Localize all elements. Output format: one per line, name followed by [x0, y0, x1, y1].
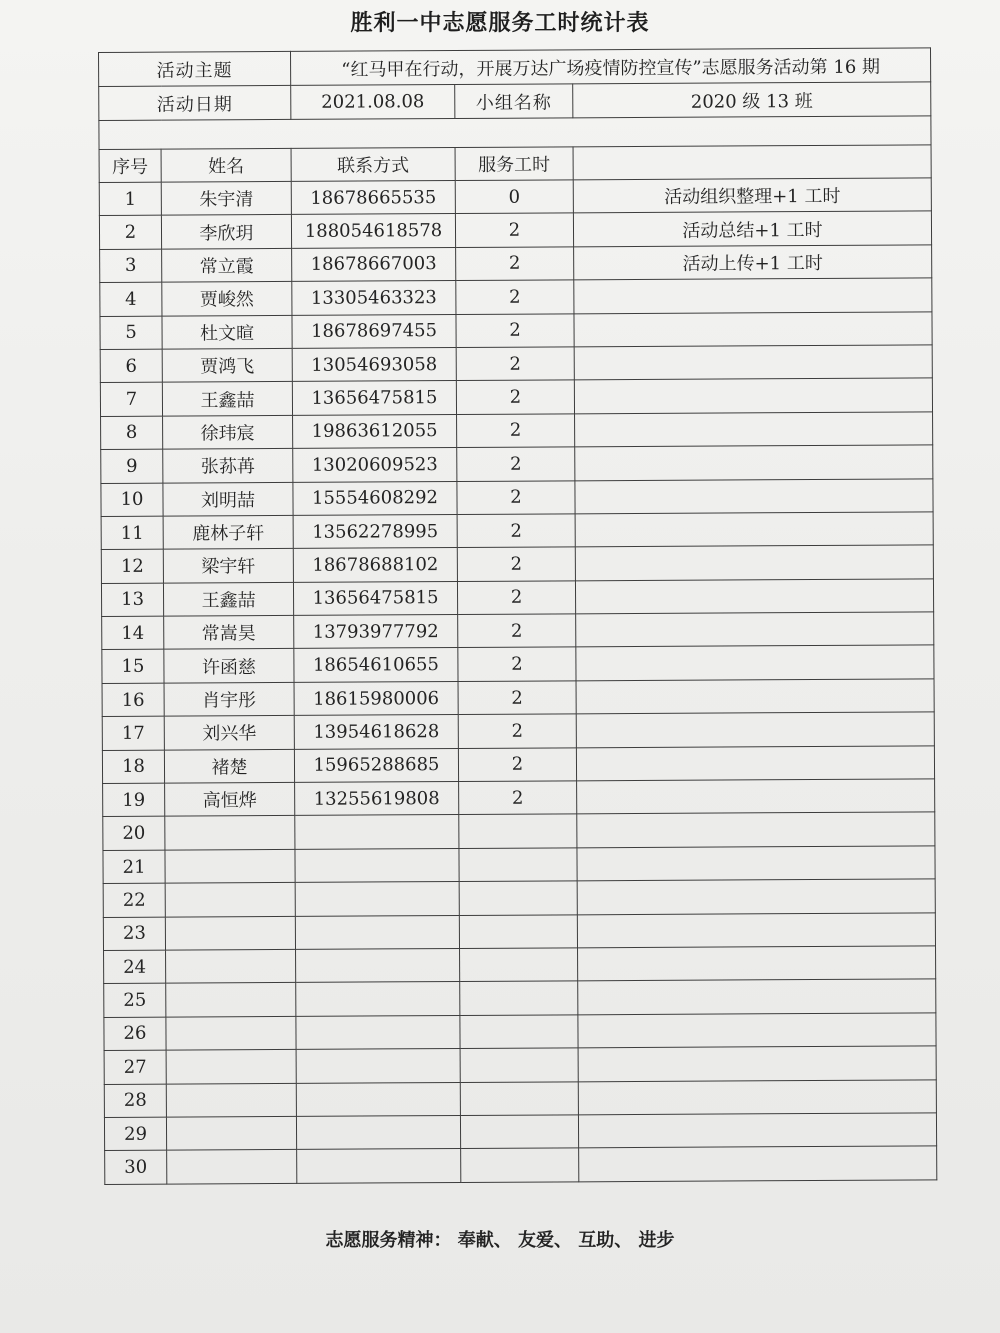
volunteer-name: 徐玮宸	[163, 415, 293, 449]
row-number: 4	[100, 282, 162, 316]
table-row	[104, 1013, 936, 1051]
contact-phone	[296, 948, 460, 982]
remark	[575, 545, 933, 580]
group-value: 2020 级 13 班	[573, 82, 931, 118]
row-number: 18	[102, 750, 164, 784]
service-hours: 2	[457, 414, 575, 448]
remark	[574, 345, 932, 380]
date-value: 2021.08.08	[291, 85, 455, 120]
row-number: 14	[102, 616, 164, 650]
contact-phone: 15554608292	[293, 481, 457, 515]
volunteer-name: 张荪苒	[163, 449, 293, 483]
service-motto: 志愿服务精神： 奉献、 友爱、 互助、 进步	[325, 1230, 675, 1251]
row-number: 20	[103, 817, 165, 851]
col-header-hours: 服务工时	[455, 147, 573, 181]
date-label: 活动日期	[99, 85, 291, 120]
table-row	[103, 912, 935, 950]
table-row	[103, 812, 935, 850]
contact-phone: 18678665535	[291, 181, 455, 215]
contact-phone	[295, 815, 459, 849]
service-hours	[459, 881, 577, 915]
row-number: 19	[103, 783, 165, 817]
table-row	[100, 345, 932, 383]
contact-phone: 13054693058	[292, 347, 456, 381]
volunteer-name	[165, 849, 295, 883]
remark	[577, 812, 935, 847]
volunteer-name: 李欣玥	[161, 215, 291, 249]
volunteer-name: 常立霞	[162, 248, 292, 282]
table-row	[102, 645, 934, 683]
table-row	[103, 846, 935, 884]
volunteer-name: 杜文暄	[162, 315, 292, 349]
row-number: 6	[100, 349, 162, 383]
contact-phone: 13305463323	[292, 281, 456, 315]
row-number: 2	[99, 216, 161, 250]
remark	[577, 912, 935, 947]
volunteer-name: 梁宇轩	[163, 549, 293, 583]
volunteer-name: 高恒烨	[165, 782, 295, 816]
table-row	[102, 745, 934, 783]
table-row	[103, 779, 935, 817]
remark	[577, 846, 935, 881]
row-number: 9	[101, 449, 163, 483]
table-row	[104, 946, 936, 984]
service-hours: 2	[457, 514, 575, 548]
service-hours: 2	[458, 681, 576, 715]
remark	[575, 579, 933, 614]
table-row	[99, 211, 931, 249]
service-hours: 2	[457, 480, 575, 514]
theme-row	[99, 48, 931, 87]
contact-phone: 13656475815	[293, 581, 457, 615]
service-hours	[459, 848, 577, 882]
service-hours: 2	[458, 714, 576, 748]
contact-phone	[296, 982, 460, 1016]
col-header-note	[573, 145, 931, 180]
contact-phone	[295, 882, 459, 916]
stats-form	[98, 47, 936, 1184]
col-header-phone: 联系方式	[291, 148, 455, 182]
service-hours: 2	[456, 313, 574, 347]
table-row	[101, 579, 933, 617]
table-row	[100, 378, 932, 416]
volunteer-name: 王鑫喆	[162, 382, 292, 416]
row-number: 17	[102, 716, 164, 750]
table-row	[100, 245, 932, 283]
row-number: 23	[103, 917, 165, 951]
remark: 活动上传+1 工时	[574, 245, 932, 280]
service-hours	[461, 1148, 579, 1182]
row-number: 15	[102, 650, 164, 684]
remark	[575, 478, 933, 513]
volunteer-name	[166, 949, 296, 983]
spacer-row	[99, 116, 931, 150]
service-hours: 2	[456, 380, 574, 414]
row-number: 11	[101, 516, 163, 550]
table-row	[102, 712, 934, 750]
column-header-row	[99, 145, 931, 183]
remark	[575, 512, 933, 547]
remark	[576, 712, 934, 747]
service-hours: 2	[458, 647, 576, 681]
table-row	[99, 178, 931, 216]
service-hours: 0	[455, 180, 573, 214]
remark	[577, 779, 935, 814]
group-label: 小组名称	[455, 84, 573, 119]
volunteer-name	[166, 1083, 296, 1117]
service-hours	[460, 981, 578, 1015]
row-number: 7	[100, 382, 162, 416]
contact-phone	[296, 1082, 460, 1116]
volunteer-name	[165, 816, 295, 850]
volunteer-name: 王鑫喆	[163, 582, 293, 616]
service-hours	[459, 914, 577, 948]
remark	[578, 946, 936, 981]
service-hours: 2	[458, 614, 576, 648]
volunteer-name	[165, 916, 295, 950]
remark	[575, 445, 933, 480]
volunteer-name	[166, 1116, 296, 1150]
table-row	[104, 1046, 936, 1084]
remark	[574, 311, 932, 346]
row-number: 8	[101, 416, 163, 450]
remark	[579, 1146, 937, 1181]
contact-phone	[296, 1115, 460, 1149]
service-hours: 2	[456, 280, 574, 314]
contact-phone: 18654610655	[294, 648, 458, 682]
contact-phone: 13020609523	[293, 448, 457, 482]
service-hours	[460, 1081, 578, 1115]
row-number: 26	[104, 1017, 166, 1051]
table-row	[101, 445, 933, 483]
volunteer-name: 朱宇清	[161, 181, 291, 215]
row-number: 28	[104, 1084, 166, 1118]
service-hours	[460, 1048, 578, 1082]
theme-label: 活动主题	[99, 51, 291, 86]
remark	[576, 645, 934, 680]
volunteer-name: 肖宇彤	[164, 682, 294, 716]
document-title: 胜利一中志愿服务工时统计表	[350, 11, 650, 36]
row-number: 27	[104, 1050, 166, 1084]
remark	[574, 278, 932, 313]
row-number: 1	[99, 182, 161, 216]
contact-phone: 18615980006	[294, 681, 458, 715]
table-row	[104, 1113, 936, 1151]
volunteer-name: 刘明喆	[163, 482, 293, 516]
contact-phone: 13562278995	[293, 514, 457, 548]
contact-phone: 13656475815	[292, 381, 456, 415]
service-hours	[459, 814, 577, 848]
contact-phone	[295, 915, 459, 949]
volunteer-name: 常嵩昊	[164, 615, 294, 649]
row-number: 5	[100, 316, 162, 350]
col-header-no: 序号	[99, 149, 161, 182]
service-hours: 2	[457, 447, 575, 481]
contact-phone: 18678688102	[293, 548, 457, 582]
remark	[578, 1046, 936, 1081]
table-row	[100, 278, 932, 316]
col-header-name: 姓名	[161, 148, 291, 182]
contact-phone: 13793977792	[294, 615, 458, 649]
hours-table	[98, 47, 937, 1184]
contact-phone	[296, 1049, 460, 1083]
contact-phone: 19863612055	[293, 414, 457, 448]
remark	[578, 1079, 936, 1114]
row-number: 13	[101, 583, 163, 617]
service-hours: 2	[456, 247, 574, 281]
remark	[574, 378, 932, 413]
volunteer-name	[166, 1016, 296, 1050]
table-row	[101, 478, 933, 516]
remark	[578, 979, 936, 1014]
row-number: 10	[101, 483, 163, 517]
remark	[575, 412, 933, 447]
row-number: 24	[104, 950, 166, 984]
row-number: 30	[105, 1150, 167, 1184]
volunteer-name: 贾鸿飞	[162, 348, 292, 382]
contact-phone: 13954618628	[294, 715, 458, 749]
volunteer-name	[166, 983, 296, 1017]
remark	[576, 745, 934, 780]
contact-phone	[296, 1015, 460, 1049]
volunteer-name	[166, 1050, 296, 1084]
table-row	[104, 1079, 936, 1117]
remark	[577, 879, 935, 914]
table-row	[100, 311, 932, 349]
contact-phone: 15965288685	[294, 748, 458, 782]
table-row	[101, 412, 933, 450]
table-row	[102, 612, 934, 650]
contact-phone: 188054618578	[291, 214, 455, 248]
row-number: 22	[103, 883, 165, 917]
service-hours	[460, 948, 578, 982]
contact-phone: 18678697455	[292, 314, 456, 348]
remark: 活动总结+1 工时	[573, 211, 931, 246]
volunteer-name: 鹿林子轩	[163, 515, 293, 549]
table-row	[101, 545, 933, 583]
table-row	[101, 512, 933, 550]
service-hours: 2	[456, 347, 574, 381]
theme-value: “红马甲在行动，开展万达广场疫情防控宣传”志愿服务活动第 16 期	[290, 48, 930, 86]
volunteer-name: 褚楚	[164, 749, 294, 783]
remark: 活动组织整理+1 工时	[573, 178, 931, 213]
table-row	[102, 679, 934, 717]
service-hours	[460, 1015, 578, 1049]
table-row	[104, 979, 936, 1017]
service-hours	[460, 1115, 578, 1149]
service-hours: 2	[459, 781, 577, 815]
row-number: 3	[100, 249, 162, 283]
row-number: 16	[102, 683, 164, 717]
row-number: 25	[104, 984, 166, 1018]
volunteer-name: 贾峻然	[162, 282, 292, 316]
remark	[576, 679, 934, 714]
remark	[576, 612, 934, 647]
contact-phone: 13255619808	[295, 782, 459, 816]
service-hours: 2	[458, 747, 576, 781]
table-row	[105, 1146, 937, 1184]
volunteer-name: 刘兴华	[164, 716, 294, 750]
row-number: 29	[104, 1117, 166, 1151]
spacer-cell	[99, 116, 931, 150]
date-row	[99, 82, 931, 121]
row-number: 12	[101, 549, 163, 583]
contact-phone: 18678667003	[292, 247, 456, 281]
service-hours: 2	[457, 581, 575, 615]
volunteer-name	[165, 883, 295, 917]
volunteer-name: 许函慈	[164, 649, 294, 683]
table-row	[103, 879, 935, 917]
contact-phone	[295, 848, 459, 882]
service-hours: 2	[455, 213, 573, 247]
remark	[578, 1013, 936, 1048]
remark	[578, 1113, 936, 1148]
contact-phone	[297, 1149, 461, 1183]
service-hours: 2	[457, 547, 575, 581]
volunteer-name	[167, 1150, 297, 1184]
row-number: 21	[103, 850, 165, 884]
